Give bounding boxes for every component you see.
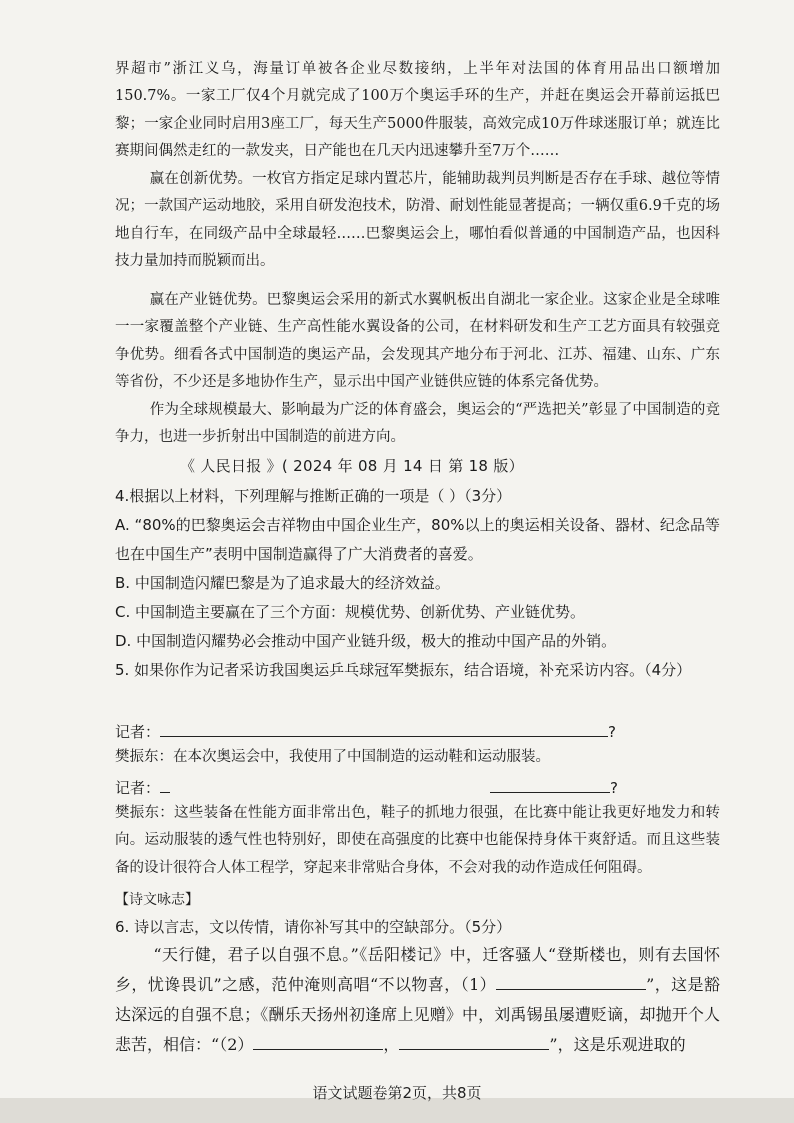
reporter-line-2 [115,774,618,798]
poem-blank-1[interactable] [496,971,646,990]
question-6-stem: 6. 诗以言志，文以传情，请你补写其中的空缺部分。（5分） [115,918,512,936]
question-mark: ? [608,723,616,741]
answer-blank-2a[interactable] [160,774,170,793]
question-4-option-c: C. 中国制造主要赢在了三个方面：规模优势、创新优势、产业链优势。 [115,603,586,621]
question-4-option-a: A. “80%的巴黎奥运会吉祥物由中国企业生产，80%以上的奥运相关设备、器材、纪念品等也在中国生产”表明中国制造赢得了广大消费者的喜爱。 [115,516,720,563]
blank-label-1: （1） [460,975,497,994]
question-6-passage [115,940,720,1060]
reporter-line-1 [115,718,616,742]
fan-answer-1: 樊振东：在本次奥运会中，我使用了中国制造的运动鞋和运动服装。 [115,749,550,765]
blank-label-2: （2） [219,1035,254,1054]
question-4-option-b: B. 中国制造闪耀巴黎是为了追求最大的经济效益。 [115,574,450,592]
answer-blank-1[interactable] [160,718,608,737]
section-heading: 【诗文咏志】 [115,892,199,908]
passage-text-1: “天行健，君子以自强不息。”《岳阳楼记》中，迁客骚人“登斯楼也，则有去国怀乡，忧谗畏讥”之感，范仲淹则高唱“不以物喜， [115,945,720,994]
article-paragraph-4: 作为全球规模最大、影响最为广泛的体育盛会，奥运会的“严选把关”彰显了中国制造的竞争力，也进一步折射出中国制造的前进方向。 [115,402,720,446]
page-footer: 语文试题卷第2页，共8页 [312,1084,482,1102]
passage-text-2: ”，这是豁达深远的自强不息；《酬乐天扬州初逢席上见赠》中，刘禹锡虽屡遭贬谪，却抛开个人悲苦，相信：“ [115,975,720,1054]
article-source: 《 人民日报 》( 2024 年 08 月 14 日 第 18 版） [180,457,524,475]
poem-blank-3[interactable] [399,1031,549,1050]
reporter-label: 记者： [115,723,161,741]
question-5-stem: 5. 如果你作为记者采访我国奥运乒乓球冠军樊振东，结合语境，补充采访内容。（4分） [115,661,692,679]
article-paragraph-1: 界超市”浙江义乌，海量订单被各企业尽数接纳，上半年对法国的体育用品出口额增加150.7%。一家工厂仅4个月就完成了100万个奥运手环的生产，并赶在奥运会开幕前运抵巴黎；一家企业同时启用3座工厂，每天生产5000件服装，高效完成10万件球迷服订单；就连比赛期间偶然走红的一款发夹，日产能也在几天内迅速攀升至7万个…… [115,61,720,159]
reporter-label: 记者： [115,779,161,797]
fan-answer-2: 樊振东：这些装备在性能方面非常出色，鞋子的抓地力很强，在比赛中能让我更好地发力和转向。运动服装的透气性也特别好，即使在高强度的比赛中也能保持身体干爽舒适。而且这些装备的设计很符合人体工程学，穿起来非常贴合身体，不会对我的动作造成任何阻碍。 [115,805,720,876]
poem-blank-2[interactable] [253,1031,383,1050]
question-mark: ? [610,779,618,797]
article-paragraph-2: 赢在创新优势。一枚官方指定足球内置芯片，能辅助裁判员判断是否存在手球、越位等情况；一款国产运动地胶，采用自研发泡技术，防滑、耐划性能显著提高；一辆仅重6.9千克的场地自行车，在同级产品中全球最轻……巴黎奥运会上，哪怕看似普通的中国制造产品，也因科技力量加持而脱颖而出。 [115,171,720,269]
question-4-option-d: D. 中国制造闪耀势必会推动中国产业链升级，极大的推动中国产品的外销。 [115,632,617,650]
passage-text-3: ”，这是乐观进取的 [549,1035,686,1054]
answer-blank-2b[interactable] [490,774,610,793]
question-4-stem: 4.根据以上材料，下列理解与推断正确的一项是（ ）（3分） [115,487,512,505]
article-paragraph-3: 赢在产业链优势。巴黎奥运会采用的新式水翼帆板出自湖北一家企业。这家企业是全球唯一一家覆盖整个产业链、生产高性能水翼设备的公司，在材料研发和生产工艺方面具有较强竞争优势。细看各式中国制造的奥运产品，会发现其产地分布于河北、江苏、福建、山东、广东等省份，不少还是多地协作生产，显示出中国产业链供应链的体系完备优势。 [115,292,720,390]
comma: ， [383,1035,400,1054]
